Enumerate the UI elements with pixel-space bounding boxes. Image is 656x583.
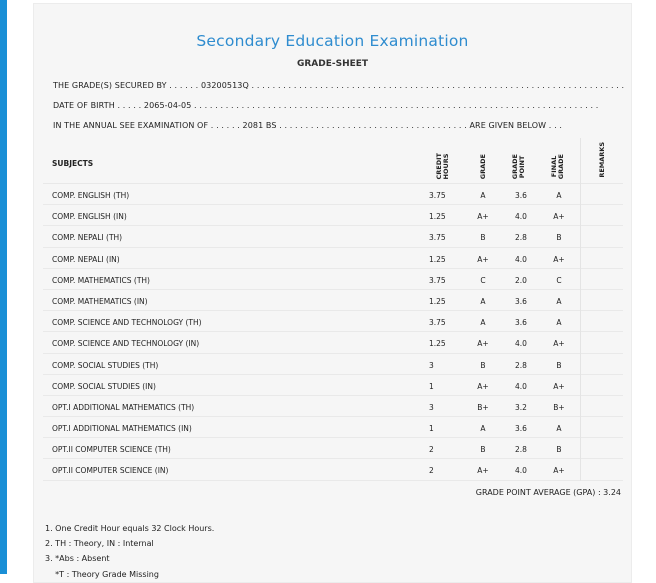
credit-hours-cell: 3.75 — [429, 233, 446, 243]
date-of-birth-line: DATE OF BIRTH . . . . . 2065-04-05 . . . . . . . . . . . . . . . . . . . . . . . . . . . . . . . . . . . . . . . . . . . . . . . . . . . . . . . . . . . . . . . . . . . . . . . . . . . . . — [53, 101, 599, 110]
final-grade-cell: A+ — [553, 381, 565, 391]
credit-hours-cell: 1.25 — [429, 339, 446, 349]
table-row — [43, 396, 623, 417]
left-accent-bar — [0, 0, 7, 574]
credit-hours-cell: 1 — [429, 424, 434, 434]
credit-hours-cell: 1.25 — [429, 296, 446, 306]
final-grade-cell: A — [556, 424, 562, 434]
credit-hours-cell: 3.75 — [429, 318, 446, 328]
final-grade-cell: A — [556, 318, 562, 328]
subject-cell: OPT.I ADDITIONAL MATHEMATICS (IN) — [52, 424, 192, 434]
final-grade-cell: B — [556, 445, 562, 455]
grade-cell: A — [480, 191, 486, 200]
grade-cell: A — [480, 296, 486, 306]
header-grade: GRADE — [479, 153, 487, 179]
table-row — [43, 438, 623, 459]
subject-cell: COMP. ENGLISH (IN) — [52, 212, 127, 222]
final-grade-cell: B — [556, 360, 562, 370]
subject-cell: COMP. MATHEMATICS (IN) — [52, 296, 148, 306]
grade-cell: B — [480, 233, 486, 243]
subject-cell: COMP. SOCIAL STUDIES (IN) — [52, 381, 156, 391]
grade-point-cell: 2.8 — [515, 360, 527, 370]
grade-cell: A+ — [477, 381, 489, 391]
grade-point-cell: 3.6 — [515, 191, 527, 200]
subject-cell: OPT.I ADDITIONAL MATHEMATICS (TH) — [52, 402, 195, 412]
footnote: 2. TH : Theory, IN : Internal — [45, 539, 154, 549]
credit-hours-cell: 3.75 — [429, 191, 446, 200]
subject-cell: COMP. NEPALI (IN) — [52, 254, 120, 264]
table-row — [43, 205, 623, 226]
credit-hours-cell: 2 — [429, 445, 434, 455]
grade-cell: B — [480, 360, 486, 370]
table-row — [43, 226, 623, 247]
footnote: 3. *Abs : Absent — [45, 554, 110, 564]
credit-hours-cell: 1.25 — [429, 254, 446, 264]
footnote: *T : Theory Grade Missing — [45, 569, 159, 579]
exam-title: Secondary Education Examination — [196, 32, 469, 50]
grade-point-cell: 3.6 — [515, 318, 527, 328]
grade-cell: C — [480, 275, 486, 285]
table-row — [43, 269, 623, 290]
header-final-grade: FINAL GRADE — [550, 153, 565, 179]
credit-hours-cell: 3 — [429, 360, 434, 370]
final-grade-cell: C — [556, 275, 562, 285]
grade-point-cell: 4.0 — [515, 254, 527, 264]
grade-point-cell: 3.6 — [515, 424, 527, 434]
final-grade-cell: A+ — [553, 466, 565, 476]
footnote: 1. One Credit Hour equals 32 Clock Hours. — [45, 524, 215, 533]
student-id-line: THE GRADE(S) SECURED BY . . . . . . 03200513Q . . . . . . . . . . . . . . . . . . . . . . . . . . . . . . . . . . . . . . . . . . . . . . . . . . . . . . . . . . . . . . . . . . . . . . . — [53, 81, 625, 90]
grade-cell: A+ — [477, 466, 489, 476]
grade-point-cell: 2.8 — [515, 233, 527, 243]
table-row — [43, 332, 623, 353]
grade-point-cell: 4.0 — [515, 339, 527, 349]
subject-cell: COMP. SCIENCE AND TECHNOLOGY (IN) — [52, 339, 200, 349]
credit-hours-cell: 2 — [429, 466, 434, 476]
subject-cell: COMP. ENGLISH (TH) — [52, 191, 130, 200]
grade-point-cell: 4.0 — [515, 212, 527, 222]
sheet-title: GRADE-SHEET — [296, 59, 369, 69]
exam-year-line: IN THE ANNUAL SEE EXAMINATION OF . . . . . . 2081 BS . . . . . . . . . . . . . . . . . . . . . . . . . . . . . . . . . . . . ARE GIVEN BELOW . . . — [53, 121, 563, 130]
table-row — [43, 375, 623, 396]
grade-point-cell: 2.8 — [515, 445, 527, 455]
final-grade-cell: A+ — [553, 212, 565, 222]
subject-cell: OPT.II COMPUTER SCIENCE (TH) — [52, 445, 171, 455]
final-grade-cell: A — [556, 191, 562, 200]
grade-cell: B — [480, 445, 486, 455]
table-row — [43, 248, 623, 269]
credit-hours-cell: 1 — [429, 381, 434, 391]
table-body — [43, 184, 623, 481]
final-grade-cell: B+ — [553, 402, 565, 412]
header-remarks: REMARKS — [598, 142, 606, 178]
table-row — [43, 184, 623, 205]
grade-sheet-panel — [33, 3, 632, 583]
remarks-divider — [580, 138, 581, 481]
credit-hours-cell: 3 — [429, 402, 434, 412]
grade-cell: A — [480, 424, 486, 434]
subject-cell: OPT.II COMPUTER SCIENCE (IN) — [52, 466, 169, 476]
credit-hours-cell: 1.25 — [429, 212, 446, 222]
grade-cell: A — [480, 318, 486, 328]
credit-hours-cell: 3.75 — [429, 275, 446, 285]
grades-table — [43, 138, 623, 481]
gpa-summary: GRADE POINT AVERAGE (GPA) : 3.24 — [475, 488, 621, 497]
footnotes — [45, 521, 214, 582]
header-subjects: SUBJECTS — [52, 159, 94, 168]
grade-point-cell: 3.6 — [515, 296, 527, 306]
subject-cell: COMP. SCIENCE AND TECHNOLOGY (TH) — [52, 318, 202, 328]
subject-cell: COMP. NEPALI (TH) — [52, 233, 123, 243]
header-grade-point: GRADE POINT — [511, 153, 526, 179]
grade-point-cell: 3.2 — [515, 402, 527, 412]
grade-point-cell: 2.0 — [515, 275, 527, 285]
grade-point-cell: 4.0 — [515, 466, 527, 476]
table-row — [43, 311, 623, 332]
final-grade-cell: A+ — [553, 254, 565, 264]
grade-cell: A+ — [477, 254, 489, 264]
subject-cell: COMP. SOCIAL STUDIES (TH) — [52, 360, 159, 370]
final-grade-cell: A+ — [553, 339, 565, 349]
table-row — [43, 354, 623, 375]
grade-cell: A+ — [477, 212, 489, 222]
table-row — [43, 459, 623, 480]
final-grade-cell: A — [556, 296, 562, 306]
grade-cell: B+ — [477, 402, 489, 412]
table-row — [43, 290, 623, 311]
header-credit-hours: CREDIT HOURS — [435, 152, 450, 179]
subject-cell: COMP. MATHEMATICS (TH) — [52, 275, 150, 285]
final-grade-cell: B — [556, 233, 562, 243]
table-row — [43, 417, 623, 438]
table-header-row — [43, 138, 623, 184]
grade-point-cell: 4.0 — [515, 381, 527, 391]
grade-cell: A+ — [477, 339, 489, 349]
